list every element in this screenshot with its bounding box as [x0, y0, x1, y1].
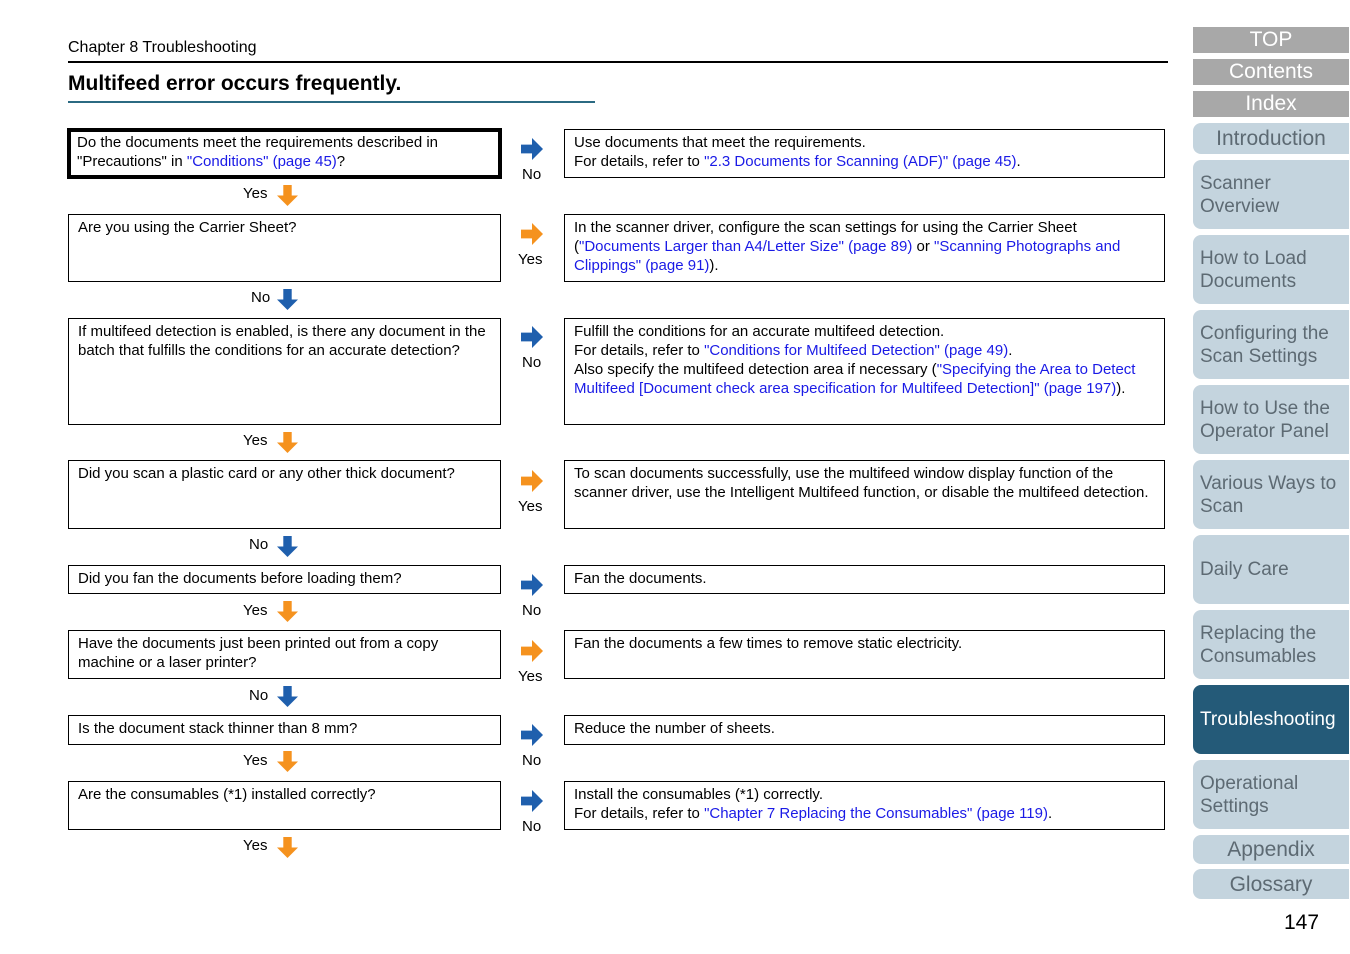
nav-tab-ways-to-scan[interactable]: Various Ways to Scan [1193, 460, 1349, 529]
documents-for-scanning-link[interactable]: "2.3 Documents for Scanning (ADF)" (page 45) [704, 153, 1017, 170]
nav-tab-scan-settings[interactable]: Configuring the Scan Settings [1193, 310, 1349, 379]
detect-area-link[interactable]: "Specifying the Area to Detect Multifeed [Document check area specification for Multifeed Detection]" (page 197) [574, 361, 1136, 397]
no-label: No [522, 818, 542, 835]
yes-label: Yes [518, 668, 543, 685]
nav-tab-operator-panel[interactable]: How to Use the Operator Panel [1193, 385, 1349, 454]
no-arrow-icon [521, 326, 543, 348]
nav-tab-glossary[interactable]: Glossary [1193, 869, 1349, 899]
no-label: No [522, 752, 542, 769]
nav-tab-troubleshooting[interactable]: Troubleshooting [1193, 685, 1349, 754]
no-label: No [249, 536, 269, 553]
yes-label: Yes [243, 837, 268, 854]
yes-arrow-icon [521, 470, 543, 492]
question-box-8: Are the consumables (*1) installed correctly? [68, 781, 501, 830]
page-number: 147 [1284, 911, 1320, 934]
multifeed-conditions-link[interactable]: "Conditions for Multifeed Detection" (page 49) [704, 342, 1009, 359]
larger-than-a4-link[interactable]: "Documents Larger than A4/Letter Size" (page 89) [579, 238, 913, 255]
question-box-2: Are you using the Carrier Sheet? [68, 214, 501, 282]
answer-box-8: Install the consumables (*1) correctly. For details, refer to "Chapter 7 Replacing the Consumables" (page 119). [564, 781, 1165, 830]
nav-top-button[interactable]: TOP [1193, 27, 1349, 53]
page-title: Multifeed error occurs frequently. [68, 72, 402, 95]
question-box-6: Have the documents just been printed out from a copy machine or a laser printer? [68, 630, 501, 679]
answer-box-7: Reduce the number of sheets. [564, 715, 1165, 745]
yes-label: Yes [243, 752, 268, 769]
yes-label: Yes [518, 251, 543, 268]
nav-tab-daily-care[interactable]: Daily Care [1193, 535, 1349, 604]
answer-box-3: Fulfill the conditions for an accurate multifeed detection. For details, refer to "Conditions for Multifeed Detection" (page 49). Also specify the multifeed detection area if necessary ("Specifying the Area to Detect Multifeed [Document check area specification for Multifeed Detection]" (page 197)). [564, 318, 1165, 425]
no-label: No [522, 354, 542, 371]
no-arrow-icon [521, 724, 543, 746]
yes-arrow-icon [277, 751, 298, 772]
nav-tab-introduction[interactable]: Introduction [1193, 123, 1349, 154]
yes-label: Yes [243, 602, 268, 619]
question-box-1: Do the documents meet the requirements described in "Precautions" in "Conditions" (page 45)? [67, 128, 502, 179]
nav-tab-scanner-overview[interactable]: Scanner Overview [1193, 160, 1349, 229]
yes-arrow-icon [277, 432, 298, 453]
yes-arrow-icon [521, 640, 543, 662]
no-arrow-icon [521, 574, 543, 596]
question-box-3: If multifeed detection is enabled, is there any document in the batch that fulfills the conditions for an accurate detection? [68, 318, 501, 425]
yes-arrow-icon [277, 185, 298, 206]
chapter-heading: Chapter 8 Troubleshooting [68, 39, 257, 56]
yes-arrow-icon [521, 223, 543, 245]
no-label: No [522, 166, 542, 183]
no-arrow-icon [521, 138, 543, 160]
question-box-4: Did you scan a plastic card or any other thick document? [68, 460, 501, 529]
nav-contents-button[interactable]: Contents [1193, 59, 1349, 85]
answer-box-6: Fan the documents a few times to remove static electricity. [564, 630, 1165, 679]
photographs-clippings-link[interactable]: "Scanning Photographs and Clippings" (page 91) [574, 238, 1121, 274]
nav-index-button[interactable]: Index [1193, 91, 1349, 117]
title-underline [68, 101, 595, 103]
nav-tab-replacing-consumables[interactable]: Replacing the Consumables [1193, 610, 1349, 679]
question-box-5: Did you fan the documents before loading them? [68, 565, 501, 594]
nav-tab-operational-settings[interactable]: Operational Settings [1193, 760, 1349, 829]
yes-arrow-icon [277, 837, 298, 858]
no-arrow-icon [521, 790, 543, 812]
header-divider [68, 61, 1168, 63]
replacing-consumables-link[interactable]: "Chapter 7 Replacing the Consumables" (page 119) [704, 805, 1048, 822]
no-label: No [251, 289, 271, 306]
no-label: No [249, 687, 269, 704]
yes-label: Yes [243, 185, 268, 202]
nav-tab-appendix[interactable]: Appendix [1193, 835, 1349, 864]
yes-arrow-icon [277, 601, 298, 622]
question-box-7: Is the document stack thinner than 8 mm? [68, 715, 501, 745]
answer-box-2: In the scanner driver, configure the scan settings for using the Carrier Sheet ("Documents Larger than A4/Letter Size" (page 89) or "Scanning Photographs and Clippings" (page 91)). [564, 214, 1165, 282]
answer-box-4: To scan documents successfully, use the multifeed window display function of the scanner driver, use the Intelligent Multifeed function, or disable the multifeed detection. [564, 460, 1165, 529]
answer-box-5: Fan the documents. [564, 565, 1165, 594]
no-arrow-icon [277, 289, 298, 310]
question-text: Do the documents meet the requirements described in "Precautions" in [77, 134, 439, 170]
no-label: No [522, 602, 542, 619]
answer-box-1: Use documents that meet the requirements. For details, refer to "2.3 Documents for Scanning (ADF)" (page 45). [564, 129, 1165, 178]
no-arrow-icon [277, 686, 298, 707]
yes-label: Yes [518, 498, 543, 515]
nav-tab-load-documents[interactable]: How to Load Documents [1193, 235, 1349, 304]
yes-label: Yes [243, 432, 268, 449]
conditions-link[interactable]: "Conditions" (page 45) [186, 153, 337, 170]
no-arrow-icon [277, 536, 298, 557]
